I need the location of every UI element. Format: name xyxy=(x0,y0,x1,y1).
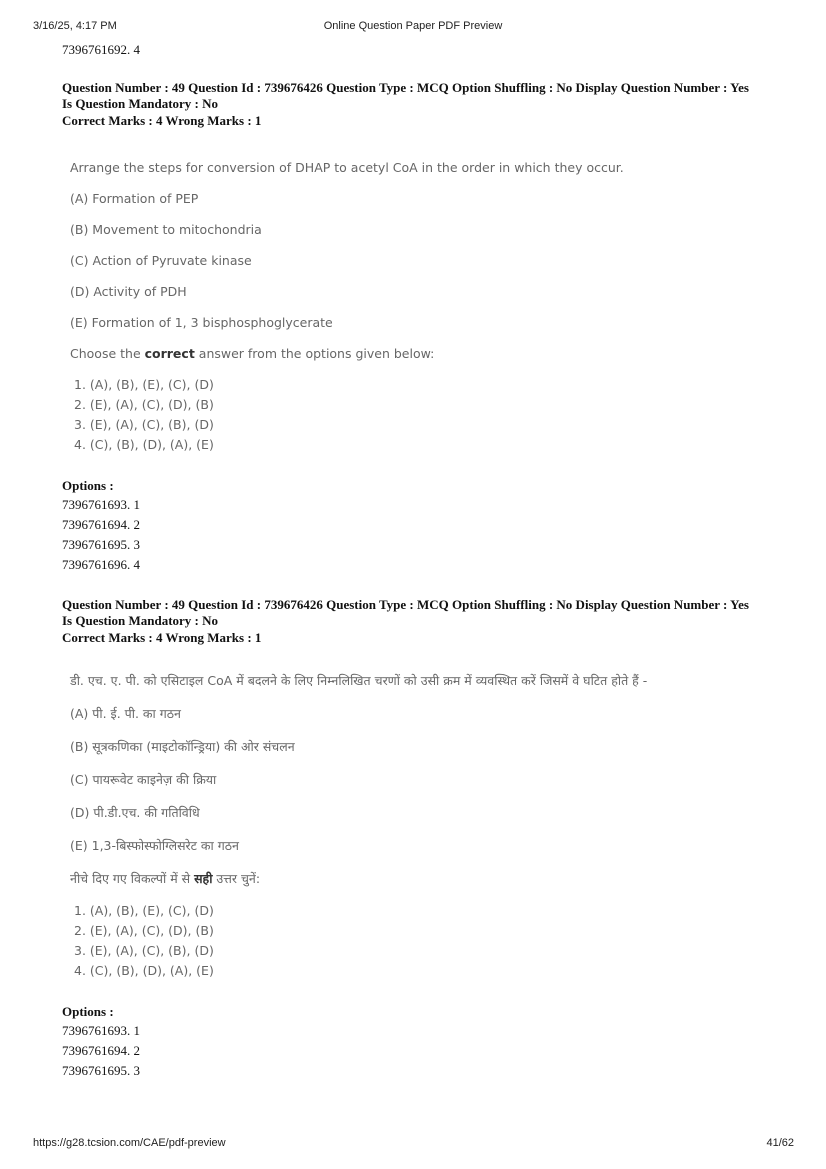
choose-instruction: नीचे दिए गए विकल्पों में से सही उत्तर चुनें: xyxy=(70,871,261,886)
question-image xyxy=(70,672,770,981)
answer-choice: 4. (C), (B), (D), (A), (E) xyxy=(74,437,214,452)
question-step: (C) पायरूवेट काइनेज़ की क्रिया xyxy=(70,772,217,787)
question-prompt: Arrange the steps for conversion of DHAP to acetyl CoA in the order in which they occur. xyxy=(70,160,624,175)
print-url: https://g28.tcsion.com/CAE/pdf-preview xyxy=(33,1137,226,1149)
option-id: 7396761693. 1 xyxy=(62,1023,140,1038)
options-title: Options : xyxy=(62,1004,114,1019)
print-title: Online Question Paper PDF Preview xyxy=(323,20,503,32)
question-mandatory: Is Question Mandatory : No xyxy=(62,613,219,628)
answer-choices xyxy=(70,375,770,455)
answer-choice: 1. (A), (B), (E), (C), (D) xyxy=(74,903,214,918)
answer-choice: 2. (E), (A), (C), (D), (B) xyxy=(74,923,214,938)
option-id: 7396761696. 4 xyxy=(62,557,140,572)
answer-choices xyxy=(70,901,770,981)
option-id: 7396761695. 3 xyxy=(62,537,140,552)
question-step: (C) Action of Pyruvate kinase xyxy=(70,253,252,268)
question-image xyxy=(70,160,770,455)
option-id: 7396761693. 1 xyxy=(62,497,140,512)
question-step: (D) पी.डी.एच. की गतिविधि xyxy=(70,805,200,820)
answer-choice: 3. (E), (A), (C), (B), (D) xyxy=(74,417,214,432)
previous-option: 7396761692. 4 xyxy=(62,42,140,57)
question-block-hindi xyxy=(62,597,782,1081)
question-step: (D) Activity of PDH xyxy=(70,284,187,299)
question-step: (E) 1,3-बिस्फोस्फोग्लिसरेट का गठन xyxy=(70,838,239,853)
question-step: (A) Formation of PEP xyxy=(70,191,199,206)
question-step: (B) सूत्रकणिका (माइटोकॉन्ड्रिया) की ओर संचलन xyxy=(70,739,295,754)
page-content xyxy=(62,40,782,1081)
answer-choice: 1. (A), (B), (E), (C), (D) xyxy=(74,377,214,392)
question-step: (B) Movement to mitochondria xyxy=(70,222,262,237)
option-id: 7396761694. 2 xyxy=(62,517,140,532)
print-datetime: 3/16/25, 4:17 PM xyxy=(33,20,117,32)
answer-choice: 4. (C), (B), (D), (A), (E) xyxy=(74,963,214,978)
answer-choice: 3. (E), (A), (C), (B), (D) xyxy=(74,943,214,958)
page-number: 41/62 xyxy=(766,1137,794,1149)
question-block-english xyxy=(62,80,782,575)
question-marks: Correct Marks : 4 Wrong Marks : 1 xyxy=(62,630,262,645)
question-step: (E) Formation of 1, 3 bisphosphoglycerate xyxy=(70,315,333,330)
option-id: 7396761695. 3 xyxy=(62,1063,140,1078)
answer-choice: 2. (E), (A), (C), (D), (B) xyxy=(74,397,214,412)
question-mandatory: Is Question Mandatory : No xyxy=(62,96,219,111)
options-title: Options : xyxy=(62,478,114,493)
question-marks: Correct Marks : 4 Wrong Marks : 1 xyxy=(62,113,262,128)
choose-instruction: Choose the correct answer from the options given below: xyxy=(70,346,435,361)
question-step: (A) पी. ई. पी. का गठन xyxy=(70,706,181,721)
question-meta: Question Number : 49 Question Id : 739676426 Question Type : MCQ Option Shuffling : No Display Question Number : Yes xyxy=(62,80,749,95)
question-prompt: डी. एच. ए. पी. को एसिटाइल CoA में बदलने के लिए निम्नलिखित चरणों को उसी क्रम में व्यवस्थित करें जिसमें वे घटित होते हैं - xyxy=(70,673,648,688)
option-id: 7396761694. 2 xyxy=(62,1043,140,1058)
question-meta: Question Number : 49 Question Id : 739676426 Question Type : MCQ Option Shuffling : No Display Question Number : Yes xyxy=(62,597,749,612)
